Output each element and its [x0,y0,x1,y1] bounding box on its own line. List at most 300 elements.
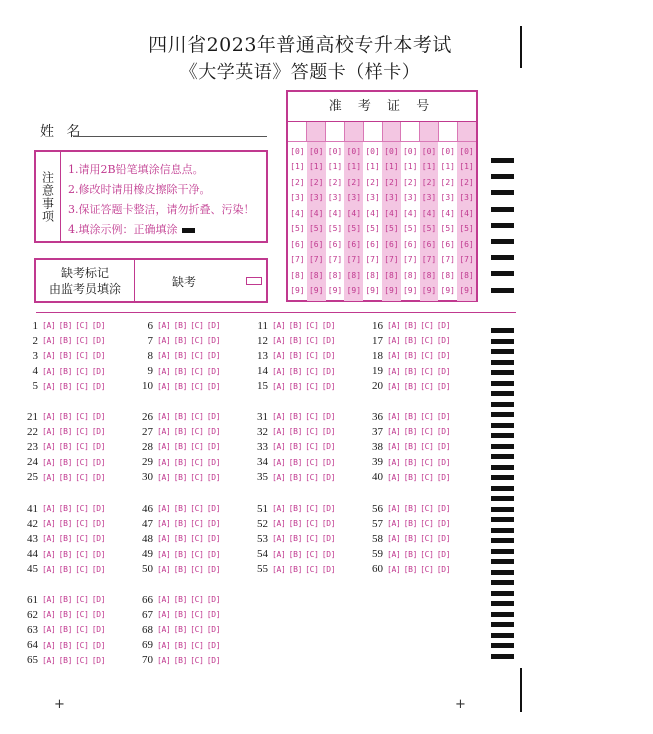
option-bubble[interactable]: [A] [272,549,286,559]
option-bubble[interactable]: [A] [42,366,56,376]
option-bubble[interactable]: [C] [190,655,204,665]
option-bubble[interactable]: [C] [75,655,89,665]
option-bubble[interactable]: [A] [387,549,401,559]
option-bubble[interactable]: [A] [272,381,286,391]
option-bubble[interactable]: [A] [387,457,401,467]
option-bubble[interactable]: [B] [173,321,188,330]
option-bubble[interactable]: [C] [420,412,434,421]
digit-bubble[interactable]: [0] [384,146,399,156]
option-bubble[interactable]: [A] [42,534,56,544]
digit-bubble[interactable]: [2] [421,177,437,187]
option-bubble[interactable]: [B] [403,564,418,574]
option-bubble[interactable]: [A] [42,412,56,421]
digit-bubble[interactable]: [0] [440,146,455,156]
digit-bubble[interactable]: [5] [365,224,380,234]
digit-bubble[interactable]: [9] [402,286,418,296]
option-bubble[interactable]: [B] [58,321,73,330]
option-bubble[interactable]: [D] [91,457,106,467]
digit-bubble[interactable]: [4] [440,208,455,218]
option-bubble[interactable]: [A] [42,549,56,559]
option-bubble[interactable]: [B] [173,472,188,482]
option-bubble[interactable]: [B] [173,427,188,437]
option-bubble[interactable]: [D] [206,427,221,437]
digit-bubble[interactable]: [4] [459,208,474,218]
option-bubble[interactable]: [C] [75,366,89,376]
option-bubble[interactable]: [A] [387,504,401,513]
option-bubble[interactable]: [B] [288,412,303,421]
digit-bubble[interactable]: [7] [421,255,437,265]
digit-bubble[interactable]: [7] [402,255,418,265]
digit-bubble[interactable]: [4] [346,208,362,218]
option-bubble[interactable]: [C] [420,351,434,361]
digit-bubble[interactable]: [3] [290,193,305,203]
option-bubble[interactable]: [D] [91,442,106,452]
option-bubble[interactable]: [C] [75,549,89,559]
option-bubble[interactable]: [A] [42,625,56,635]
option-bubble[interactable]: [C] [305,519,319,529]
option-bubble[interactable]: [A] [42,472,56,482]
option-bubble[interactable]: [A] [157,412,171,421]
digit-bubble[interactable]: [2] [440,177,455,187]
digit-bubble[interactable]: [8] [440,270,455,280]
option-bubble[interactable]: [A] [157,427,171,437]
digit-bubble[interactable]: [1] [308,162,324,172]
digit-bubble[interactable]: [8] [421,270,437,280]
option-bubble[interactable]: [A] [157,655,171,665]
option-bubble[interactable]: [C] [420,381,434,391]
digit-bubble[interactable]: [6] [365,239,380,249]
digit-bubble[interactable]: [4] [421,208,437,218]
option-bubble[interactable]: [A] [157,549,171,559]
option-bubble[interactable]: [D] [91,519,106,529]
option-bubble[interactable]: [A] [157,472,171,482]
digit-bubble[interactable]: [6] [459,239,474,249]
option-bubble[interactable]: [D] [206,640,221,650]
digit-bubble[interactable]: [9] [421,286,437,296]
option-bubble[interactable]: [B] [58,519,73,529]
digit-bubble[interactable]: [5] [459,224,474,234]
option-bubble[interactable]: [D] [206,564,221,574]
option-bubble[interactable]: [D] [321,321,336,330]
option-bubble[interactable]: [A] [387,442,401,452]
option-bubble[interactable]: [C] [75,457,89,467]
option-bubble[interactable]: [D] [91,366,106,376]
option-bubble[interactable]: [C] [305,412,319,421]
option-bubble[interactable]: [A] [387,564,401,574]
option-bubble[interactable]: [A] [157,519,171,529]
option-bubble[interactable]: [C] [305,366,319,376]
option-bubble[interactable]: [A] [272,321,286,330]
option-bubble[interactable]: [B] [58,640,73,650]
option-bubble[interactable]: [C] [190,625,204,635]
admission-entry-cell[interactable] [326,122,345,141]
option-bubble[interactable]: [B] [403,519,418,529]
admission-entry-cell[interactable] [307,122,326,141]
digit-bubble[interactable]: [0] [290,146,305,156]
option-bubble[interactable]: [C] [75,625,89,635]
option-bubble[interactable]: [B] [173,412,188,421]
option-bubble[interactable]: [D] [206,534,221,544]
option-bubble[interactable]: [D] [321,366,336,376]
option-bubble[interactable]: [B] [288,366,303,376]
option-bubble[interactable]: [B] [58,534,73,544]
option-bubble[interactable]: [D] [206,442,221,452]
option-bubble[interactable]: [C] [420,549,434,559]
option-bubble[interactable]: [D] [321,519,336,529]
option-bubble[interactable]: [C] [420,457,434,467]
option-bubble[interactable]: [D] [436,549,451,559]
option-bubble[interactable]: [D] [436,381,451,391]
option-bubble[interactable]: [A] [272,457,286,467]
option-bubble[interactable]: [B] [403,381,418,391]
digit-bubble[interactable]: [6] [402,239,418,249]
digit-bubble[interactable]: [4] [384,208,399,218]
option-bubble[interactable]: [A] [272,427,286,437]
digit-bubble[interactable]: [1] [384,162,399,172]
digit-bubble[interactable]: [8] [308,270,324,280]
option-bubble[interactable]: [B] [288,519,303,529]
digit-bubble[interactable]: [6] [421,239,437,249]
option-bubble[interactable]: [C] [190,336,204,346]
option-bubble[interactable]: [A] [42,564,56,574]
option-bubble[interactable]: [C] [305,534,319,544]
option-bubble[interactable]: [A] [157,534,171,544]
digit-bubble[interactable]: [0] [421,146,437,156]
digit-bubble[interactable]: [1] [346,162,362,172]
option-bubble[interactable]: [C] [190,427,204,437]
option-bubble[interactable]: [C] [190,640,204,650]
option-bubble[interactable]: [A] [42,519,56,529]
option-bubble[interactable]: [A] [157,366,171,376]
digit-bubble[interactable]: [9] [365,286,380,296]
digit-bubble[interactable]: [2] [346,177,362,187]
digit-bubble[interactable]: [7] [308,255,324,265]
option-bubble[interactable]: [B] [403,351,418,361]
option-bubble[interactable]: [A] [387,321,401,330]
option-bubble[interactable]: [C] [420,321,434,330]
digit-bubble[interactable]: [0] [308,146,324,156]
digit-bubble[interactable]: [6] [346,239,362,249]
option-bubble[interactable]: [B] [58,625,73,635]
option-bubble[interactable]: [D] [436,564,451,574]
option-bubble[interactable]: [A] [42,381,56,391]
option-bubble[interactable]: [C] [190,381,204,391]
option-bubble[interactable]: [A] [387,534,401,544]
digit-bubble[interactable]: [2] [365,177,380,187]
option-bubble[interactable]: [D] [91,472,106,482]
option-bubble[interactable]: [D] [321,351,336,361]
option-bubble[interactable]: [C] [305,442,319,452]
option-bubble[interactable]: [D] [321,412,336,421]
digit-bubble[interactable]: [4] [365,208,380,218]
option-bubble[interactable]: [B] [173,504,188,513]
option-bubble[interactable]: [B] [58,610,73,620]
option-bubble[interactable]: [C] [190,610,204,620]
option-bubble[interactable]: [C] [305,457,319,467]
option-bubble[interactable]: [C] [420,534,434,544]
option-bubble[interactable]: [C] [75,564,89,574]
option-bubble[interactable]: [A] [387,351,401,361]
option-bubble[interactable]: [D] [321,564,336,574]
digit-bubble[interactable]: [9] [440,286,455,296]
option-bubble[interactable]: [B] [173,366,188,376]
option-bubble[interactable]: [D] [91,381,106,391]
option-bubble[interactable]: [C] [190,519,204,529]
digit-bubble[interactable]: [5] [440,224,455,234]
option-bubble[interactable]: [A] [42,595,56,604]
name-field[interactable] [73,136,267,137]
option-bubble[interactable]: [A] [42,610,56,620]
option-bubble[interactable]: [C] [75,472,89,482]
option-bubble[interactable]: [D] [321,442,336,452]
option-bubble[interactable]: [B] [288,564,303,574]
option-bubble[interactable]: [D] [206,351,221,361]
digit-bubble[interactable]: [2] [384,177,399,187]
digit-bubble[interactable]: [5] [402,224,418,234]
digit-bubble[interactable]: [2] [308,177,324,187]
option-bubble[interactable]: [C] [190,442,204,452]
option-bubble[interactable]: [D] [321,381,336,391]
digit-bubble[interactable]: [3] [308,193,324,203]
option-bubble[interactable]: [C] [190,321,204,330]
option-bubble[interactable]: [A] [387,427,401,437]
digit-bubble[interactable]: [3] [440,193,455,203]
option-bubble[interactable]: [D] [91,534,106,544]
option-bubble[interactable]: [D] [91,549,106,559]
option-bubble[interactable]: [B] [403,549,418,559]
option-bubble[interactable]: [C] [190,351,204,361]
option-bubble[interactable]: [D] [321,427,336,437]
option-bubble[interactable]: [D] [436,412,451,421]
option-bubble[interactable]: [B] [58,504,73,513]
option-bubble[interactable]: [C] [305,564,319,574]
option-bubble[interactable]: [B] [173,457,188,467]
option-bubble[interactable]: [D] [321,504,336,513]
option-bubble[interactable]: [B] [173,595,188,604]
option-bubble[interactable]: [B] [288,549,303,559]
digit-bubble[interactable]: [2] [290,177,305,187]
option-bubble[interactable]: [A] [272,472,286,482]
option-bubble[interactable]: [B] [288,427,303,437]
option-bubble[interactable]: [B] [403,427,418,437]
option-bubble[interactable]: [D] [436,519,451,529]
option-bubble[interactable]: [D] [436,472,451,482]
option-bubble[interactable]: [A] [42,336,56,346]
digit-bubble[interactable]: [7] [440,255,455,265]
admission-entry-cell[interactable] [345,122,364,141]
option-bubble[interactable]: [C] [190,366,204,376]
option-bubble[interactable]: [B] [288,534,303,544]
option-bubble[interactable]: [C] [305,336,319,346]
option-bubble[interactable]: [D] [321,336,336,346]
option-bubble[interactable]: [C] [420,519,434,529]
digit-bubble[interactable]: [1] [421,162,437,172]
digit-bubble[interactable]: [7] [365,255,380,265]
option-bubble[interactable]: [A] [157,336,171,346]
digit-bubble[interactable]: [4] [327,208,343,218]
option-bubble[interactable]: [D] [206,321,221,330]
digit-bubble[interactable]: [3] [459,193,474,203]
option-bubble[interactable]: [C] [305,427,319,437]
digit-bubble[interactable]: [1] [365,162,380,172]
option-bubble[interactable]: [C] [75,442,89,452]
option-bubble[interactable]: [A] [157,640,171,650]
option-bubble[interactable]: [B] [403,472,418,482]
option-bubble[interactable]: [B] [403,366,418,376]
digit-bubble[interactable]: [0] [365,146,380,156]
option-bubble[interactable]: [A] [157,321,171,330]
option-bubble[interactable]: [B] [288,381,303,391]
option-bubble[interactable]: [C] [190,504,204,513]
option-bubble[interactable]: [B] [403,504,418,513]
digit-bubble[interactable]: [6] [308,239,324,249]
option-bubble[interactable]: [C] [305,351,319,361]
option-bubble[interactable]: [A] [387,336,401,346]
option-bubble[interactable]: [D] [436,504,451,513]
option-bubble[interactable]: [C] [190,472,204,482]
option-bubble[interactable]: [B] [173,336,188,346]
option-bubble[interactable]: [B] [173,655,188,665]
option-bubble[interactable]: [B] [58,336,73,346]
digit-bubble[interactable]: [5] [421,224,437,234]
option-bubble[interactable]: [B] [58,381,73,391]
option-bubble[interactable]: [D] [436,366,451,376]
option-bubble[interactable]: [D] [321,457,336,467]
option-bubble[interactable]: [D] [91,564,106,574]
option-bubble[interactable]: [A] [42,504,56,513]
option-bubble[interactable]: [C] [75,595,89,604]
option-bubble[interactable]: [A] [387,381,401,391]
option-bubble[interactable]: [D] [436,427,451,437]
admission-entry-cell[interactable] [439,122,458,141]
option-bubble[interactable]: [C] [75,504,89,513]
option-bubble[interactable]: [A] [42,321,56,330]
option-bubble[interactable]: [C] [190,412,204,421]
option-bubble[interactable]: [D] [91,504,106,513]
digit-bubble[interactable]: [7] [384,255,399,265]
option-bubble[interactable]: [B] [173,351,188,361]
option-bubble[interactable]: [C] [190,457,204,467]
option-bubble[interactable]: [B] [288,442,303,452]
option-bubble[interactable]: [A] [387,472,401,482]
option-bubble[interactable]: [B] [58,472,73,482]
option-bubble[interactable]: [B] [403,442,418,452]
option-bubble[interactable]: [B] [288,351,303,361]
option-bubble[interactable]: [A] [42,640,56,650]
digit-bubble[interactable]: [8] [327,270,343,280]
option-bubble[interactable]: [A] [272,534,286,544]
option-bubble[interactable]: [A] [272,442,286,452]
option-bubble[interactable]: [D] [91,336,106,346]
digit-bubble[interactable]: [8] [290,270,305,280]
option-bubble[interactable]: [C] [75,534,89,544]
digit-bubble[interactable]: [1] [440,162,455,172]
option-bubble[interactable]: [D] [206,549,221,559]
option-bubble[interactable]: [A] [157,610,171,620]
option-bubble[interactable]: [C] [420,472,434,482]
option-bubble[interactable]: [C] [190,549,204,559]
option-bubble[interactable]: [B] [403,534,418,544]
option-bubble[interactable]: [C] [75,412,89,421]
option-bubble[interactable]: [B] [403,412,418,421]
option-bubble[interactable]: [B] [58,655,73,665]
digit-bubble[interactable]: [7] [459,255,474,265]
option-bubble[interactable]: [C] [75,640,89,650]
option-bubble[interactable]: [B] [403,321,418,330]
option-bubble[interactable]: [A] [387,366,401,376]
admission-entry-cell[interactable] [288,122,307,141]
option-bubble[interactable]: [B] [173,640,188,650]
digit-bubble[interactable]: [5] [290,224,305,234]
option-bubble[interactable]: [A] [157,442,171,452]
option-bubble[interactable]: [D] [91,351,106,361]
admission-entry-cell[interactable] [383,122,402,141]
option-bubble[interactable]: [D] [436,336,451,346]
option-bubble[interactable]: [A] [387,412,401,421]
option-bubble[interactable]: [D] [206,457,221,467]
digit-bubble[interactable]: [7] [290,255,305,265]
option-bubble[interactable]: [A] [157,351,171,361]
option-bubble[interactable]: [A] [272,351,286,361]
admission-entry-cell[interactable] [401,122,420,141]
digit-bubble[interactable]: [8] [346,270,362,280]
option-bubble[interactable]: [A] [272,519,286,529]
digit-bubble[interactable]: [8] [459,270,474,280]
option-bubble[interactable]: [D] [206,519,221,529]
digit-bubble[interactable]: [5] [346,224,362,234]
option-bubble[interactable]: [B] [173,564,188,574]
option-bubble[interactable]: [D] [91,610,106,620]
option-bubble[interactable]: [B] [58,549,73,559]
option-bubble[interactable]: [D] [206,504,221,513]
digit-bubble[interactable]: [9] [308,286,324,296]
option-bubble[interactable]: [A] [157,457,171,467]
digit-bubble[interactable]: [1] [327,162,343,172]
digit-bubble[interactable]: [3] [365,193,380,203]
option-bubble[interactable]: [A] [157,504,171,513]
digit-bubble[interactable]: [6] [384,239,399,249]
option-bubble[interactable]: [C] [420,442,434,452]
option-bubble[interactable]: [C] [75,351,89,361]
option-bubble[interactable]: [C] [305,549,319,559]
option-bubble[interactable]: [D] [91,427,106,437]
option-bubble[interactable]: [B] [173,442,188,452]
option-bubble[interactable]: [B] [288,504,303,513]
option-bubble[interactable]: [A] [42,427,56,437]
option-bubble[interactable]: [B] [58,366,73,376]
option-bubble[interactable]: [D] [321,472,336,482]
option-bubble[interactable]: [D] [206,412,221,421]
digit-bubble[interactable]: [0] [346,146,362,156]
digit-bubble[interactable]: [5] [308,224,324,234]
digit-bubble[interactable]: [9] [346,286,362,296]
digit-bubble[interactable]: [5] [327,224,343,234]
option-bubble[interactable]: [D] [436,442,451,452]
option-bubble[interactable]: [B] [58,351,73,361]
option-bubble[interactable]: [D] [206,366,221,376]
option-bubble[interactable]: [D] [321,534,336,544]
option-bubble[interactable]: [C] [305,381,319,391]
option-bubble[interactable]: [B] [58,427,73,437]
option-bubble[interactable]: [B] [58,457,73,467]
option-bubble[interactable]: [D] [436,351,451,361]
digit-bubble[interactable]: [4] [308,208,324,218]
option-bubble[interactable]: [C] [420,564,434,574]
digit-bubble[interactable]: [3] [346,193,362,203]
absent-bubble[interactable] [246,277,262,285]
digit-bubble[interactable]: [7] [327,255,343,265]
option-bubble[interactable]: [B] [58,595,73,604]
